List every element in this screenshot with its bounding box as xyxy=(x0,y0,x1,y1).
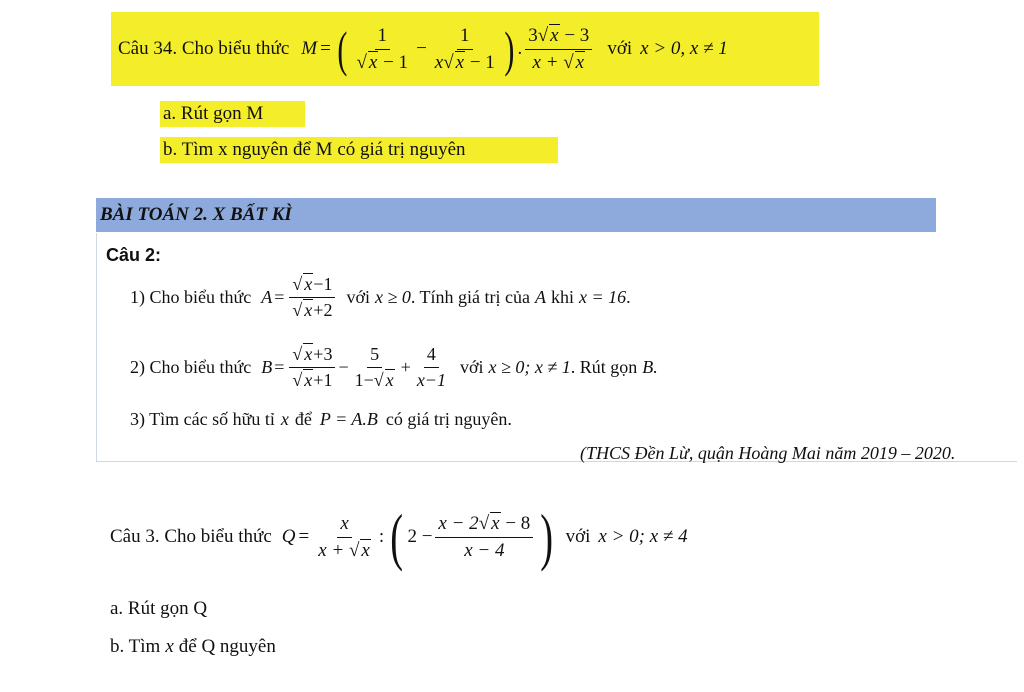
cau3-paren-left: ( xyxy=(390,501,404,572)
cau2-frac-A: $\frac{√ x-1}{√ x+2}$ xyxy=(289,274,335,320)
cau34-part-b: b. Tìm x nguyên để M có giá trị nguyên xyxy=(160,137,558,163)
cau3-statement: Câu 3. Cho biểu thức Q = $\frac{x}{x + √ x}$ : ( 2 − $\frac{x - 2√ x - 8}{x - 4}$ ) với x > 0; x ≠ 4 xyxy=(110,501,688,572)
cau34-frac-1: $\frac{1}{√ x - 1}$ xyxy=(356,24,409,73)
cau2-title: Câu 2: xyxy=(106,245,162,265)
cau34-condition: x > 0, x ≠ 1 xyxy=(640,38,728,59)
cau2-source: (THCS Đền Lừ, quận Hoàng Mai năm 2019 – 2020. xyxy=(580,443,956,463)
cau34-part-a: a. Rút gọn M xyxy=(160,101,305,127)
paren-right: ) xyxy=(504,21,515,77)
cau2-frac-B3: $\frac{4}{x-1}$ xyxy=(416,343,446,390)
cau34-frac-3: $\frac{3√ x - 3}{x + √ x}$ xyxy=(525,25,592,74)
cau3-frac-1: $\frac{x}{x + √ x}$ xyxy=(318,512,370,561)
cau3-paren-right: ) xyxy=(540,501,554,572)
cau34-eq: = xyxy=(320,38,331,59)
cau34-statement: Câu 34. Cho biểu thức M = ( $\frac{1}{√ x - 1}$ − $\frac{1}{x√ x - 1}$ ) . $\frac{3√ x - 3}{x + √ x}$ với x > 0, x ≠ 1 xyxy=(118,21,728,77)
cau3-part-a: a. Rút gọn Q xyxy=(110,598,208,619)
cau34-var: M xyxy=(301,38,318,59)
cau2-part-1: 1) Cho biểu thức A = $\frac{√ x-1}{√ x+2}$ với x ≥ 0 . Tính giá trị của A khi x = 16 . xyxy=(130,273,631,320)
cau34-frac-2: $\frac{1}{x√ x - 1}$ xyxy=(434,24,495,73)
section-title: BÀI TOÁN 2. X BẤT KÌ xyxy=(100,204,292,225)
cau2-frac-B2: $\frac{5}{1-√ x}$ xyxy=(354,343,394,390)
cau2-part-2: 2) Cho biểu thức B = $\frac{√ x+3}{√ x+1}$ − $\frac{5}{1-√ x}$ + $\frac{4}{x-1}$ với x ≥ 0; x ≠ 1 . Rút gọn B. xyxy=(130,343,658,390)
cau3-part-b: b. Tìm x để Q nguyên xyxy=(110,636,276,657)
cau2-part-3: 3) Tìm các số hữu tỉ x để P = A.B có giá trị nguyên. xyxy=(130,408,512,429)
cau3-frac-2: $\frac{x - 2√ x - 8}{x - 4}$ xyxy=(435,513,533,562)
section-header xyxy=(96,198,936,232)
paren-left: ( xyxy=(337,21,348,77)
cau34-label: Câu 34. Cho biểu thức xyxy=(118,38,290,59)
cau2-frac-B1: $\frac{√ x+3}{√ x+1}$ xyxy=(289,344,335,390)
